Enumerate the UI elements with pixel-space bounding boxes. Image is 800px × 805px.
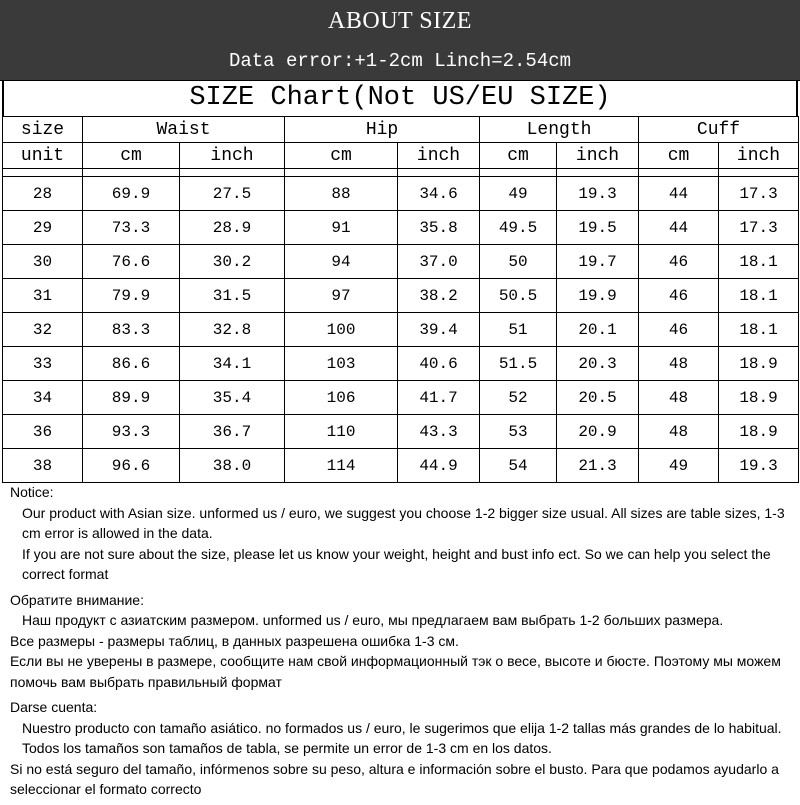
page-title: ABOUT SIZE [328, 7, 472, 34]
table-cell: 43.3 [398, 415, 480, 449]
table-row [3, 415, 799, 449]
notes-spanish [10, 697, 792, 800]
table-cell: 20.1 [557, 313, 639, 347]
header-size: size [3, 117, 83, 143]
table-cell: 93.3 [83, 415, 180, 449]
notice-text-ru-3: Если вы не уверены в размере, сообщите нам свой информационный тэк о весе, высоте и бюсте. Поэтому мы можем помочь вам выбрать правильный формат [10, 653, 781, 690]
notice-text-es-1: Nuestro producto con tamaño asiático. no formados us / euro, le sugerimos que elija 1-2 tallas más grandes de lo habitual. Todos los tamaños son tamaños de tabla, se permite un error de 1-3 cm en los datos. [22, 719, 782, 756]
table-cell: 21.3 [557, 449, 639, 483]
size-cell: 29 [3, 211, 83, 245]
table-cell: 91 [285, 211, 398, 245]
table-row [3, 245, 799, 279]
header-unit-cm: cm [285, 143, 398, 169]
table-cell: 30.2 [180, 245, 285, 279]
table-cell: 51.5 [480, 347, 557, 381]
table-cell: 20.9 [557, 415, 639, 449]
table-cell: 18.1 [719, 245, 799, 279]
table-cell: 39.4 [398, 313, 480, 347]
table-cell: 49.5 [480, 211, 557, 245]
spacer-cell [398, 169, 480, 177]
table-cell: 49 [480, 177, 557, 211]
table-cell: 44 [639, 211, 719, 245]
table-cell: 19.9 [557, 279, 639, 313]
table-row [3, 347, 799, 381]
header-unit-cm: cm [83, 143, 180, 169]
header-unit-inch: inch [719, 143, 799, 169]
size-cell: 30 [3, 245, 83, 279]
table-cell: 44 [639, 177, 719, 211]
table-row [3, 211, 799, 245]
table-cell: 46 [639, 245, 719, 279]
spacer-cell [180, 169, 285, 177]
table-cell: 100 [285, 313, 398, 347]
notice-heading-es: Darse cuenta: [10, 699, 98, 715]
notice-text-ru-2: Все размеры - размеры таблиц, в данных разрешена ошибка 1-3 см. [10, 632, 459, 649]
table-cell: 52 [480, 381, 557, 415]
table-cell: 40.6 [398, 347, 480, 381]
header-unit-inch: inch [398, 143, 480, 169]
notice-text-en-1: Our product with Asian size. unformed us / euro, we suggest you choose 1-2 bigger size usual. All sizes are table sizes, 1-3 cm error is allowed in the data. [22, 504, 785, 541]
table-cell: 76.6 [83, 245, 180, 279]
table-cell: 36.7 [180, 415, 285, 449]
table-cell: 48 [639, 381, 719, 415]
table-row [3, 381, 799, 415]
size-cell: 34 [3, 381, 83, 415]
table-cell: 19.3 [557, 177, 639, 211]
header-unit-cm: cm [480, 143, 557, 169]
header-row-measures [3, 117, 799, 143]
table-row [3, 449, 799, 483]
table-cell: 37.0 [398, 245, 480, 279]
table-cell: 86.6 [83, 347, 180, 381]
header-length: Length [480, 117, 639, 143]
table-cell: 83.3 [83, 313, 180, 347]
table-cell: 18.9 [719, 415, 799, 449]
notice-heading-en: Notice: [10, 484, 54, 500]
header-unit-cm: cm [639, 143, 719, 169]
table-cell: 106 [285, 381, 398, 415]
table-cell: 20.3 [557, 347, 639, 381]
notes-russian [10, 590, 792, 693]
notice-heading-ru: Обратите внимание: [10, 591, 144, 608]
table-cell: 17.3 [719, 177, 799, 211]
spacer-cell [639, 169, 719, 177]
table-cell: 19.3 [719, 449, 799, 483]
table-row [3, 177, 799, 211]
table-cell: 38.2 [398, 279, 480, 313]
table-cell: 48 [639, 415, 719, 449]
table-cell: 51 [480, 313, 557, 347]
notes-english [10, 482, 792, 585]
table-cell: 17.3 [719, 211, 799, 245]
size-cell: 38 [3, 449, 83, 483]
table-row [3, 279, 799, 313]
header-waist: Waist [83, 117, 285, 143]
header-row-units [3, 143, 799, 169]
table-cell: 18.9 [719, 347, 799, 381]
page-title-banner [0, 0, 800, 43]
table-row [3, 313, 799, 347]
spacer-cell [480, 169, 557, 177]
size-cell: 28 [3, 177, 83, 211]
table-cell: 18.1 [719, 279, 799, 313]
subtitle-banner [0, 42, 800, 81]
table-cell: 96.6 [83, 449, 180, 483]
table-cell: 35.4 [180, 381, 285, 415]
table-cell: 18.9 [719, 381, 799, 415]
table-cell: 79.9 [83, 279, 180, 313]
size-cell: 36 [3, 415, 83, 449]
table-cell: 41.7 [398, 381, 480, 415]
table-cell: 73.3 [83, 211, 180, 245]
size-notes [10, 482, 792, 805]
table-cell: 46 [639, 279, 719, 313]
header-unit-inch: inch [180, 143, 285, 169]
table-cell: 110 [285, 415, 398, 449]
table-cell: 88 [285, 177, 398, 211]
size-table [2, 116, 799, 483]
table-cell: 89.9 [83, 381, 180, 415]
table-cell: 49 [639, 449, 719, 483]
spacer-cell [719, 169, 799, 177]
header-unit: unit [3, 143, 83, 169]
spacer-cell [285, 169, 398, 177]
table-cell: 46 [639, 313, 719, 347]
table-cell: 27.5 [180, 177, 285, 211]
header-unit-inch: inch [557, 143, 639, 169]
table-cell: 38.0 [180, 449, 285, 483]
notice-text-es-2: Si no está seguro del tamaño, infórmenos sobre su peso, altura e información sobre el busto. Para que podamos ayudarlo a seleccionar el formato correcto [10, 760, 779, 797]
table-cell: 19.5 [557, 211, 639, 245]
table-cell: 44.9 [398, 449, 480, 483]
table-cell: 28.9 [180, 211, 285, 245]
size-cell: 32 [3, 313, 83, 347]
table-cell: 114 [285, 449, 398, 483]
table-cell: 103 [285, 347, 398, 381]
table-cell: 35.8 [398, 211, 480, 245]
notice-text-en-2: If you are not sure about the size, please let us know your weight, height and bust info ect. So we can help you select the correct format [22, 545, 771, 582]
table-cell: 97 [285, 279, 398, 313]
table-cell: 31.5 [180, 279, 285, 313]
table-cell: 48 [639, 347, 719, 381]
table-cell: 34.6 [398, 177, 480, 211]
table-cell: 20.5 [557, 381, 639, 415]
size-table-body [3, 169, 799, 483]
table-cell: 94 [285, 245, 398, 279]
table-cell: 18.1 [719, 313, 799, 347]
spacer-cell [3, 169, 83, 177]
table-cell: 50 [480, 245, 557, 279]
data-error-note: Data error:+1-2cm Linch=2.54cm [228, 50, 572, 72]
size-chart-title: SIZE Chart(Not US/EU SIZE) [2, 80, 798, 116]
spacer-cell [557, 169, 639, 177]
table-cell: 32.8 [180, 313, 285, 347]
notice-text-ru-1: Наш продукт с азиатским размером. unformed us / euro, мы предлагаем вам выбрать 1-2 больших размера. [22, 612, 724, 628]
table-cell: 54 [480, 449, 557, 483]
table-cell: 50.5 [480, 279, 557, 313]
header-hip: Hip [285, 117, 480, 143]
size-cell: 33 [3, 347, 83, 381]
size-cell: 31 [3, 279, 83, 313]
table-cell: 69.9 [83, 177, 180, 211]
table-cell: 53 [480, 415, 557, 449]
spacer-cell [83, 169, 180, 177]
table-spacer-row [3, 169, 799, 177]
header-cuff: Cuff [639, 117, 799, 143]
table-cell: 19.7 [557, 245, 639, 279]
table-cell: 34.1 [180, 347, 285, 381]
